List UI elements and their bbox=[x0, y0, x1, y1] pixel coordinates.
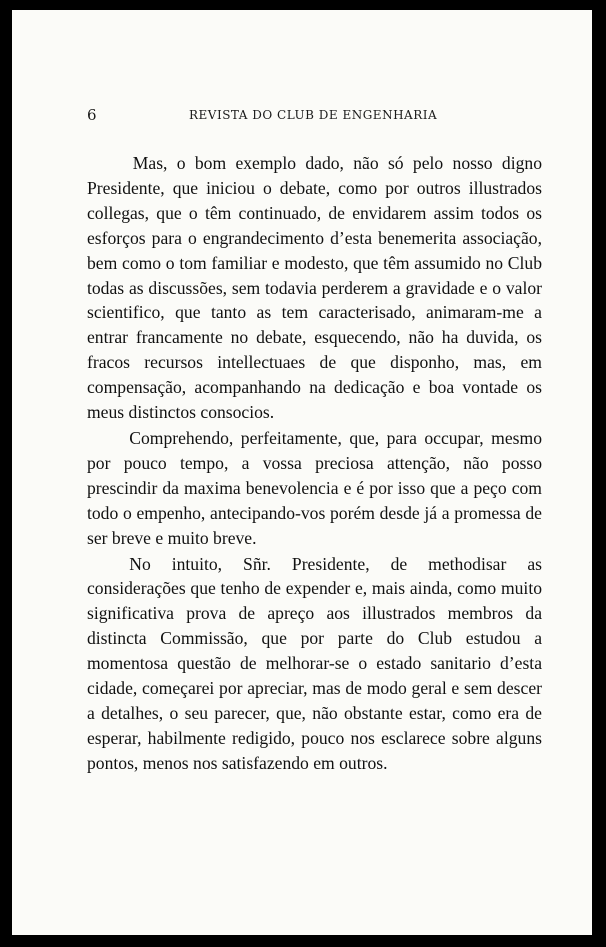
body-text bbox=[87, 151, 542, 776]
paragraph-3: No intuito, Sñr. Presidente, de methodisar as considerações que tenho de expender e, mais ainda, como muito significativa prova de apreço aos illustrados membros da distincta Commissão, que por parte do Club estudou a momentosa questão de melhorar-se o estado sanitario d’esta cidade, começarei por apreciar, mas de modo geral e sem descer a detalhes, o seu parecer, que, não obstante estar, como era de esperar, habilmente redigido, pouco nos esclarece sobre alguns pontos, menos nos satisfazendo em outros. bbox=[87, 553, 542, 773]
running-head: REVISTA DO CLUB DE ENGENHARIA bbox=[189, 108, 438, 122]
paragraph-1: Mas, o bom exemplo dado, não só pelo nosso digno Presidente, que iniciou o debate, como por outros illustrados collegas, que o têm continuado, de envidarem assim todos os esforços para o engrandecimento d’esta benemerita associação, bem como o tom familiar e modesto, que têm assumido no Club todas as discussões, sem todavia perderem a gravidade e o valor scientifico, que tanto as tem caracterisado, animaram-me a entrar francamente no debate, esquecendo, não ha duvida, os fracos recursos intellectuaes de que disponho, mas, em compensação, acompanhando na dedicação e boa vontade os meus distinctos consocios. bbox=[87, 153, 542, 423]
book-page bbox=[12, 10, 592, 935]
paragraph-2: Comprehendo, perfeitamente, que, para occupar, mesmo por pouco tempo, a vossa preciosa attenção, não posso prescindir da maxima benevolencia e é por isso que a peço com todo o empenho, antecipando-vos porém desde já a promessa de ser breve e muito breve. bbox=[87, 427, 542, 548]
page-number: 6 bbox=[87, 106, 98, 124]
